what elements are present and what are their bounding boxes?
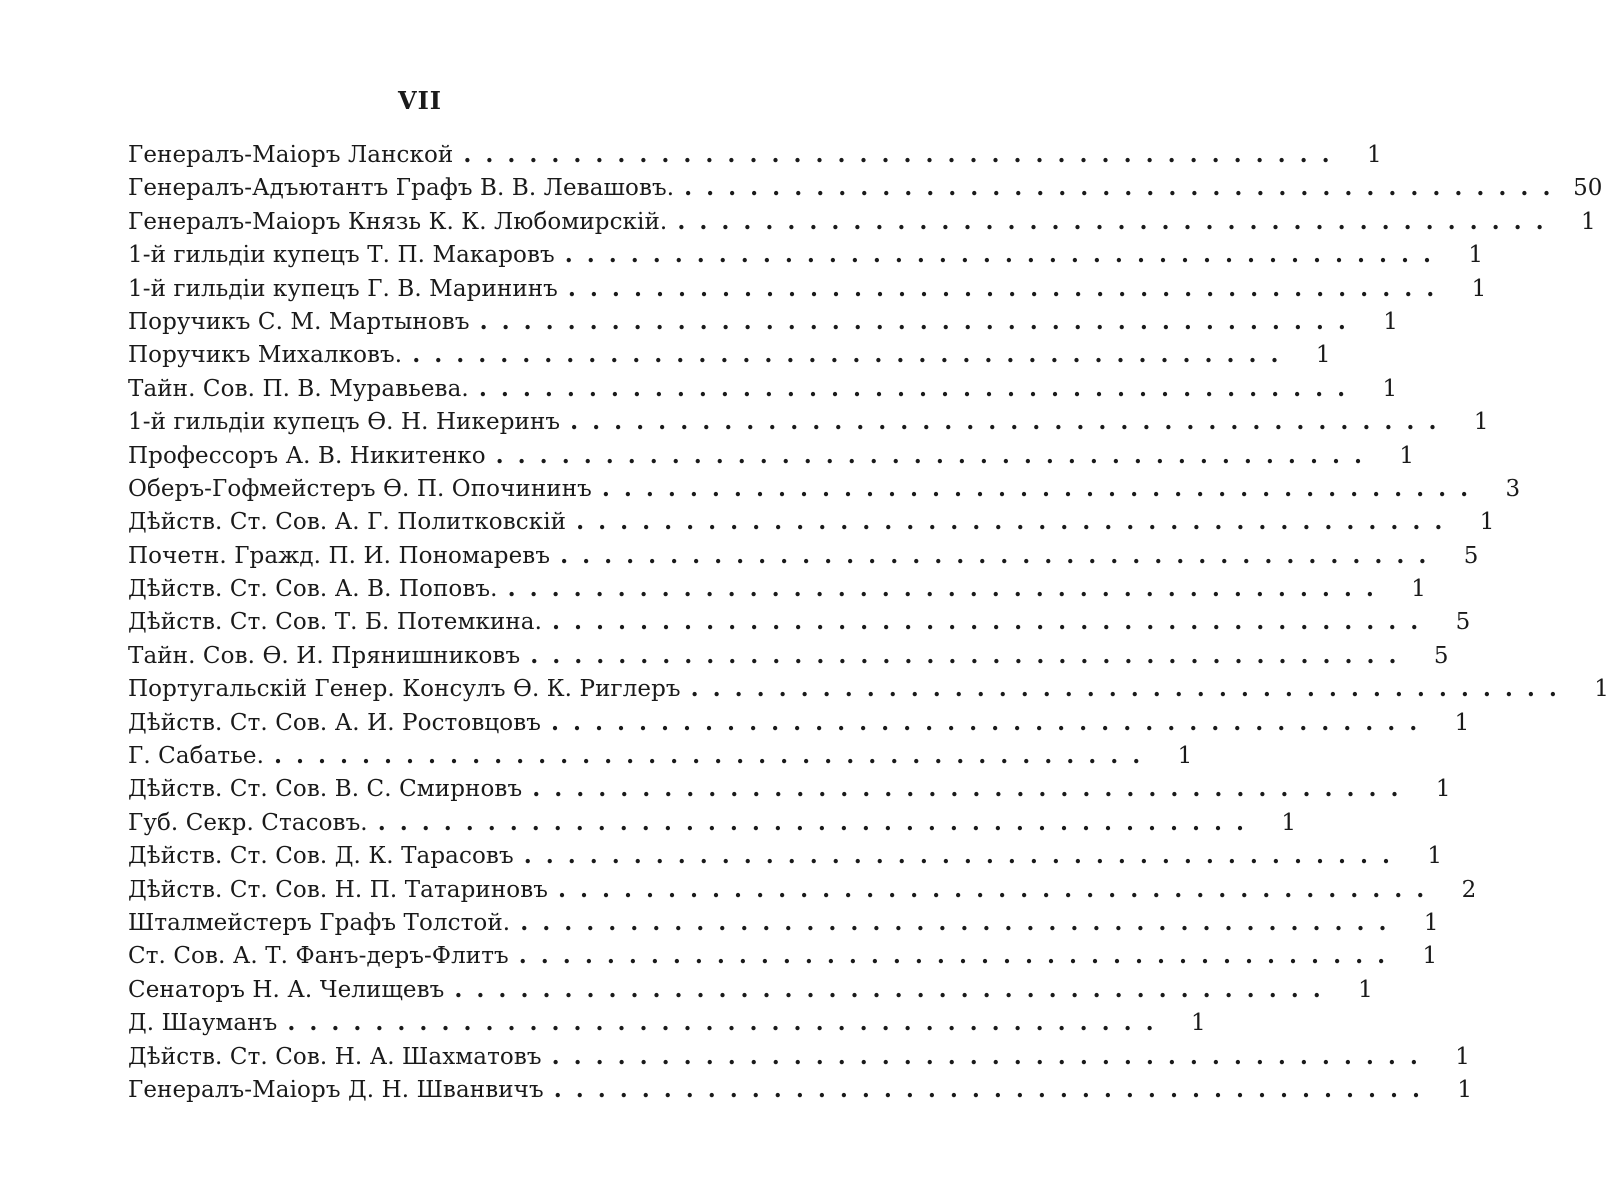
list-item	[128, 372, 1398, 405]
list-item	[128, 472, 1521, 505]
list-item	[128, 1006, 1206, 1039]
dot-leader: ........................................	[558, 875, 1439, 903]
list-item	[128, 873, 1477, 906]
list-item	[128, 939, 1438, 972]
entry-count: 1	[1367, 142, 1382, 168]
entry-count: 1	[1382, 375, 1398, 402]
list-item	[128, 505, 1495, 538]
dot-leader: ........................................	[507, 575, 1388, 603]
list-item	[128, 238, 1484, 271]
dot-leader: ........................................	[478, 374, 1360, 402]
dot-leader: ........................................	[454, 975, 1335, 1003]
dot-leader: ........................................	[576, 508, 1457, 536]
dot-leader: ........................................	[690, 675, 1571, 703]
entry-name: Генералъ-Адъютантъ Графъ В. В. Левашовъ.	[128, 175, 675, 202]
list-item	[128, 639, 1449, 672]
list-item	[128, 205, 1596, 238]
dot-leader: ........................................	[552, 608, 1433, 636]
subscriber-list	[128, 138, 1609, 1106]
entry-count: 1	[1454, 709, 1470, 736]
dot-leader: ........................................	[412, 341, 1293, 369]
dot-leader: ........................................	[551, 708, 1432, 736]
list-item	[128, 772, 1451, 805]
entry-count: 1	[1473, 409, 1489, 436]
entry-name: 1-й гильдіи купецъ Ѳ. Н. Никеринъ	[128, 409, 561, 436]
entry-count: 1	[1468, 242, 1484, 269]
dot-leader: ........................................	[551, 1042, 1432, 1070]
entry-count: 1	[1581, 208, 1596, 235]
entry-name: Генералъ-Маіоръ Ланской	[128, 142, 454, 168]
dot-leader: ........................................	[523, 842, 1404, 870]
entry-name: Дѣйств. Ст. Сов. В. С. Смирновъ	[128, 776, 523, 803]
entry-count: 1	[1422, 943, 1438, 970]
entry-count: 1	[1479, 509, 1495, 536]
entry-name: Ст. Сов. А. Т. Фанъ-деръ-Флитъ	[128, 943, 509, 970]
list-item	[128, 439, 1414, 472]
list-item	[128, 973, 1373, 1006]
dot-leader: ........................................	[287, 1009, 1168, 1037]
entry-count: 1	[1457, 1076, 1473, 1103]
entry-name: Профессоръ А. В. Никитенко	[128, 442, 486, 469]
entry-name: Г. Сабатье.	[128, 743, 264, 770]
entry-name: Генералъ-Маіоръ Князь К. К. Любомирскій.	[128, 208, 668, 235]
entry-name: Д. Шауманъ	[128, 1010, 278, 1037]
list-item	[128, 272, 1487, 305]
entry-count: 1	[1423, 909, 1439, 936]
entry-name: Дѣйств. Ст. Сов. Н. П. Татариновъ	[128, 876, 548, 903]
entry-name: Тайн. Сов. П. В. Муравьева.	[128, 375, 469, 402]
list-item	[128, 572, 1426, 605]
entry-count: 1	[1383, 308, 1398, 335]
entry-name: Тайн. Сов. Ѳ. И. Прянишниковъ	[128, 642, 521, 669]
dot-leader: ........................................	[495, 441, 1376, 469]
dot-leader: ........................................	[553, 1075, 1435, 1103]
dot-leader: ........................................	[601, 474, 1483, 502]
list-item	[128, 739, 1193, 772]
dot-leader: ........................................	[463, 141, 1344, 168]
entry-name: Дѣйств. Ст. Сов. Н. А. Шахматовъ	[128, 1043, 542, 1070]
entry-count: 1	[1315, 342, 1331, 369]
dot-leader: ........................................	[479, 307, 1360, 335]
entry-count: 5	[1455, 609, 1471, 636]
entry-count: 5	[1463, 542, 1479, 569]
entry-count: 1	[1455, 1043, 1470, 1070]
entry-name: Дѣйств. Ст. Сов. Т. Б. Потемкина.	[128, 609, 543, 636]
entry-name: Поручикъ Михалковъ.	[128, 342, 403, 369]
list-item	[128, 138, 1382, 171]
dot-leader: ........................................	[677, 207, 1558, 235]
list-item	[128, 605, 1471, 638]
entry-count: 1	[1191, 1010, 1206, 1037]
entry-count: 1	[1177, 743, 1193, 770]
entry-count: 5	[1433, 642, 1449, 669]
entry-count: 1	[1281, 809, 1297, 836]
list-item	[128, 405, 1489, 438]
entry-name: 1-й гильдіи купецъ Г. В. Марининъ	[128, 275, 558, 302]
entry-count: 50	[1573, 175, 1603, 202]
entry-name: Португальскій Генер. Консулъ Ѳ. К. Риглеръ	[128, 676, 681, 703]
list-item	[128, 906, 1439, 939]
dot-leader: ........................................	[570, 408, 1451, 436]
entry-count: 1	[1594, 676, 1609, 703]
entry-name: Шталмейстеръ Графъ Толстой.	[128, 909, 511, 936]
entry-name: Сенаторъ Н. А. Челищевъ	[128, 976, 445, 1003]
entry-name: 1-й гильдіи купецъ Т. П. Макаровъ	[128, 242, 555, 269]
dot-leader: ........................................	[684, 174, 1565, 202]
list-item	[128, 539, 1479, 572]
entry-count: 2	[1461, 876, 1477, 903]
list-item	[128, 672, 1609, 705]
dot-leader: ........................................	[532, 775, 1413, 803]
entry-count: 1	[1358, 976, 1373, 1003]
dot-leader: ........................................	[518, 942, 1400, 970]
entry-count: 1	[1471, 275, 1487, 302]
entry-name: Почетн. Гражд. П. И. Пономаревъ	[128, 542, 551, 569]
list-item	[128, 706, 1470, 739]
entry-name: Дѣйств. Ст. Сов. Д. К. Тарасовъ	[128, 843, 514, 870]
entry-count: 1	[1427, 843, 1442, 870]
entry-name: Дѣйств. Ст. Сов. А. В. Поповъ.	[128, 576, 498, 603]
list-item	[128, 171, 1603, 204]
entry-count: 1	[1435, 776, 1451, 803]
entry-name: Оберъ-Гофмейстеръ Ѳ. П. Опочининъ	[128, 475, 592, 502]
dot-leader: ........................................	[530, 641, 1411, 669]
dot-leader: ........................................	[567, 274, 1449, 302]
list-item	[128, 1040, 1470, 1073]
entry-count: 3	[1505, 475, 1521, 502]
dot-leader: ........................................	[274, 742, 1155, 770]
entry-name: Поручикъ С. М. Мартыновъ	[128, 308, 470, 335]
dot-leader: ........................................	[520, 908, 1401, 936]
dot-leader: ........................................	[377, 808, 1259, 836]
list-item	[128, 338, 1331, 371]
page-number: VII	[397, 86, 443, 115]
entry-name: Генералъ-Маіоръ Д. Н. Шванвичъ	[128, 1076, 544, 1103]
dot-leader: ........................................	[564, 241, 1446, 269]
entry-name: Дѣйств. Ст. Сов. А. Г. Политковскій	[128, 509, 567, 536]
dot-leader: ........................................	[560, 541, 1441, 569]
list-item	[128, 839, 1442, 872]
entry-count: 1	[1399, 442, 1414, 469]
list-item	[128, 305, 1398, 338]
list-item	[128, 1073, 1473, 1106]
entry-count: 1	[1411, 576, 1426, 603]
list-item	[128, 806, 1297, 839]
entry-name: Дѣйств. Ст. Сов. А. И. Ростовцовъ	[128, 709, 541, 736]
entry-name: Губ. Секр. Стасовъ.	[128, 809, 368, 836]
